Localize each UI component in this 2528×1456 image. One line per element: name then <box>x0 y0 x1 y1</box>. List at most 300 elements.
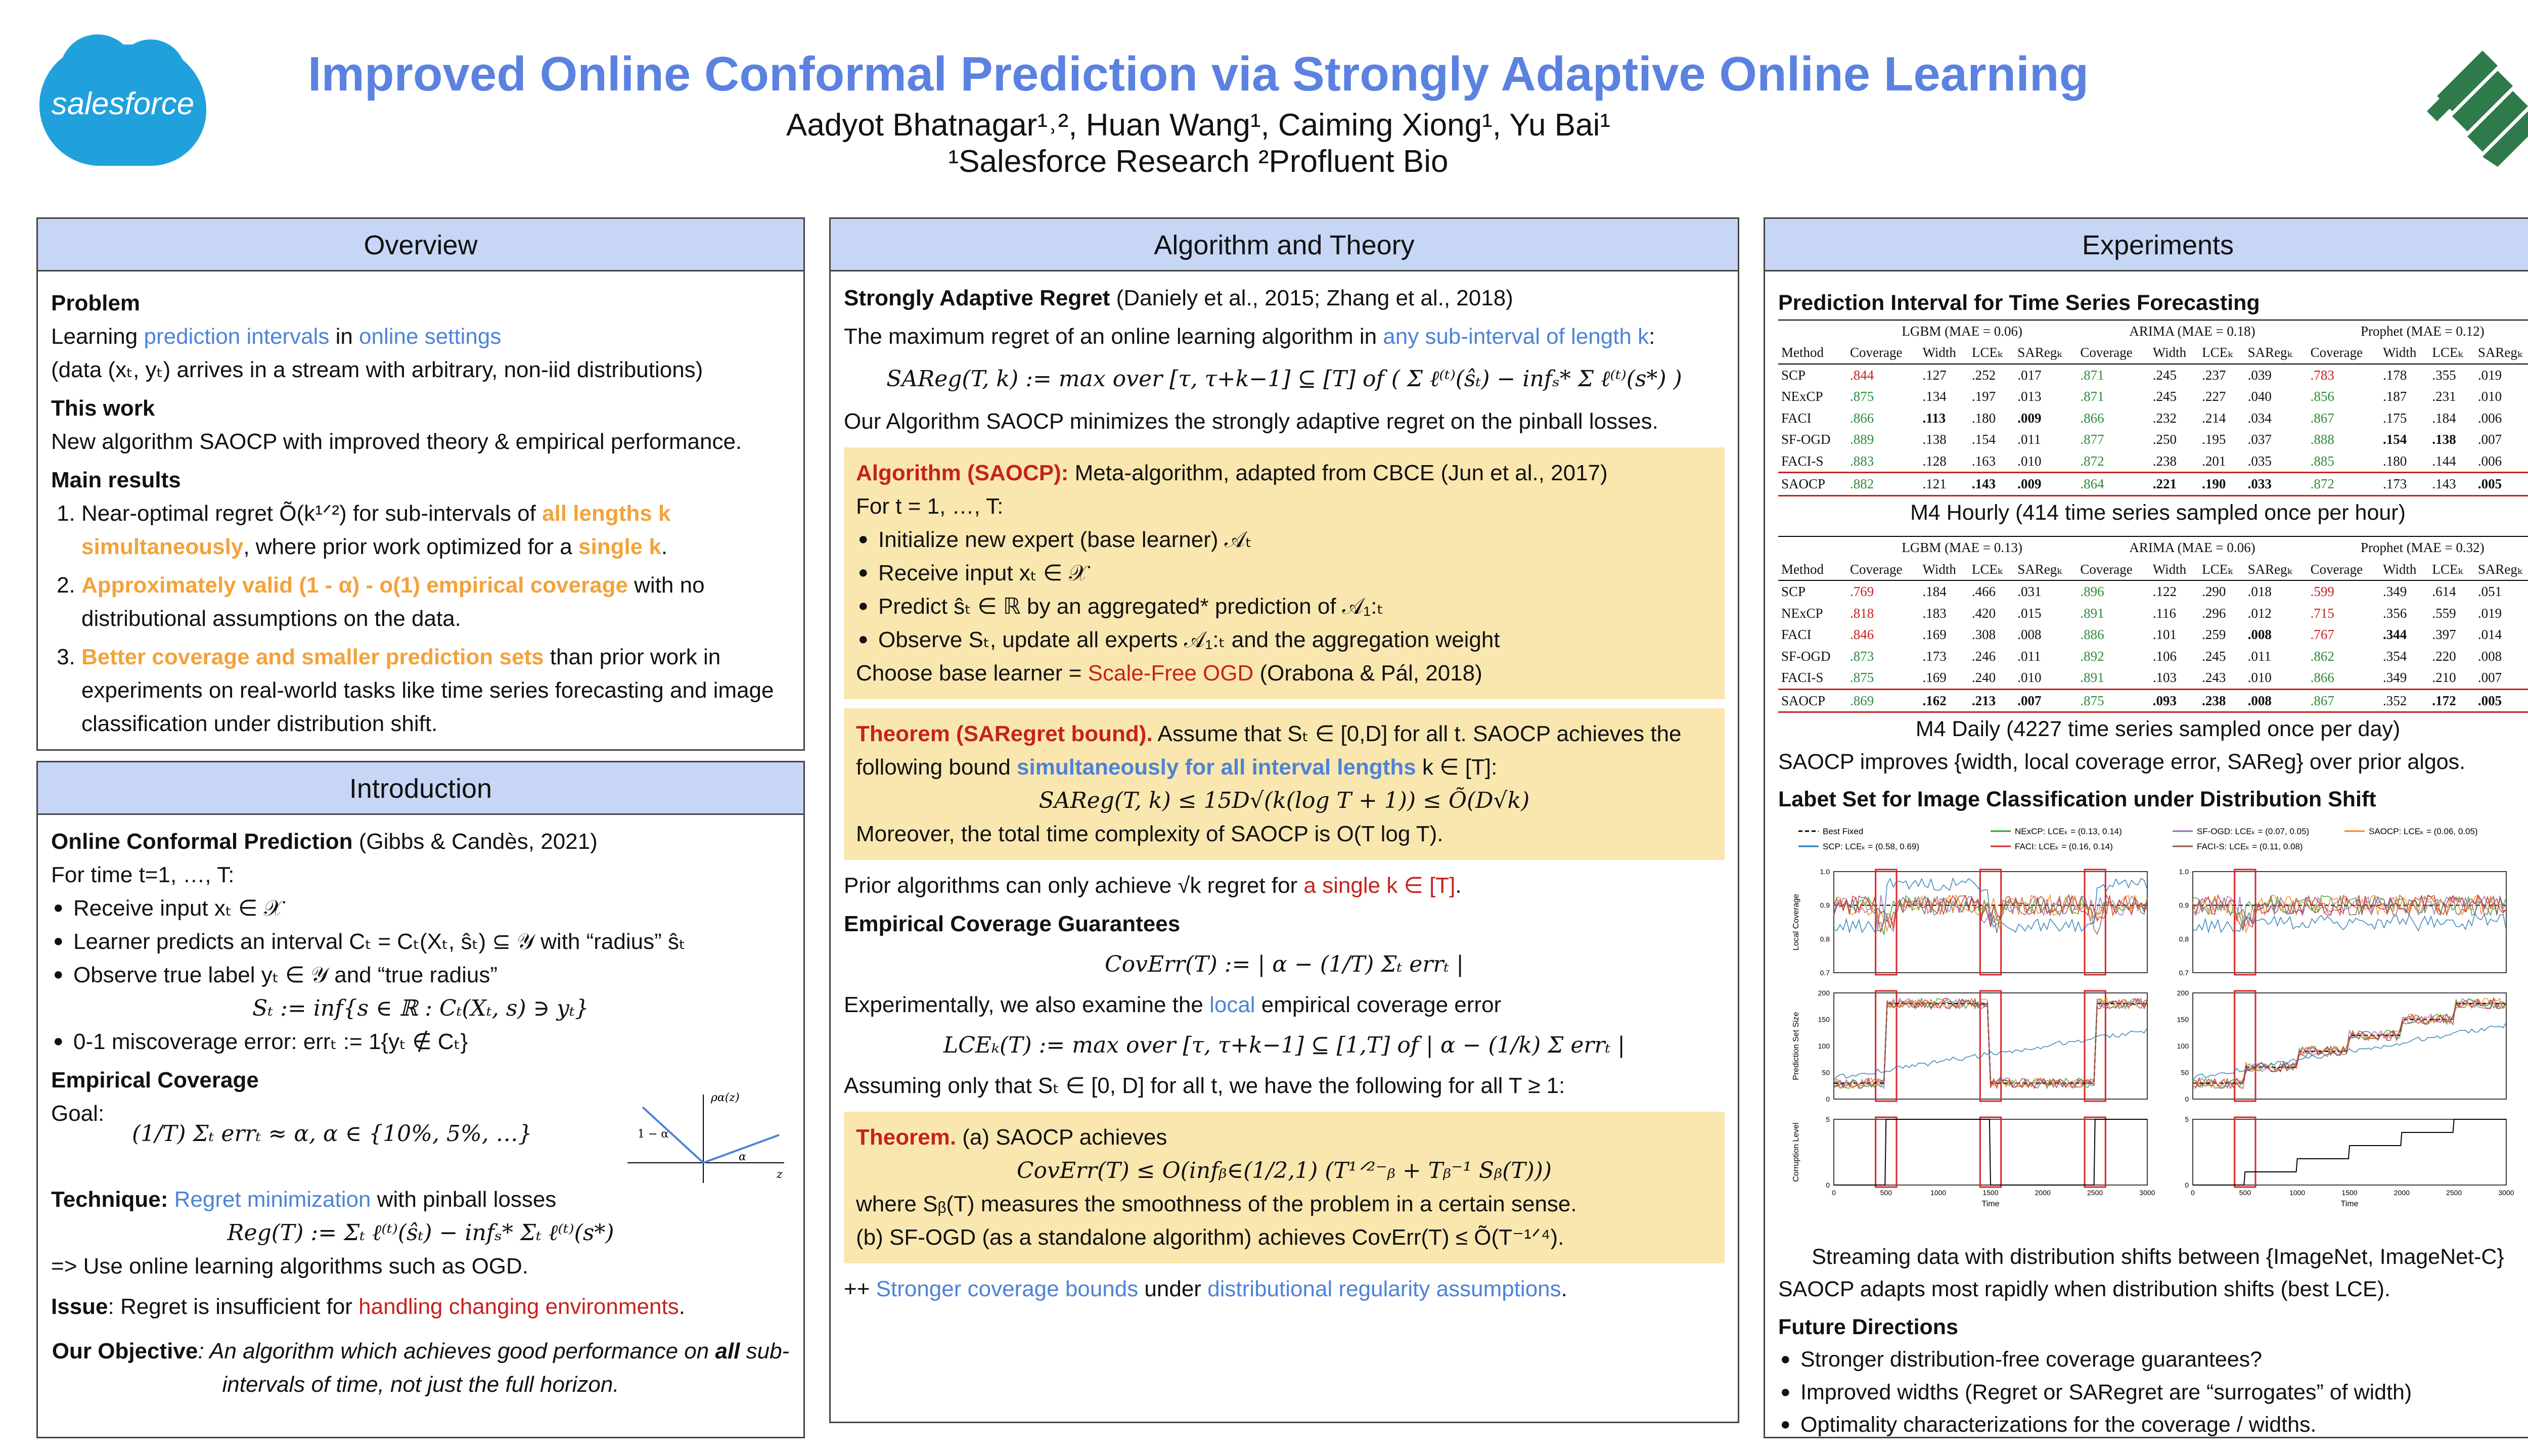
legend-entry: NExCP: LCEₖ = (0.13, 0.14) <box>2015 826 2122 836</box>
table-cell: SAOCP <box>1778 473 1847 496</box>
x-tick-label: 0 <box>2191 1188 2195 1197</box>
table-cell: FACI <box>1781 627 1812 642</box>
table-row <box>1778 364 2528 386</box>
table-cell: .349 <box>2383 670 2407 685</box>
column-header: Method <box>1781 561 1824 577</box>
table-cell: .009 <box>2017 410 2042 426</box>
table-cell: .599 <box>2310 584 2334 599</box>
table-cell: .173 <box>1922 648 1947 664</box>
y-tick-label: 100 <box>1818 1041 1830 1050</box>
table-row <box>1778 386 2528 407</box>
table-cell: .769 <box>1850 584 1874 599</box>
table-cell: .352 <box>2380 689 2429 712</box>
legend-entry: SAOCP: LCEₖ = (0.06, 0.05) <box>2369 826 2478 836</box>
table-cell: .134 <box>1922 389 1947 404</box>
x-tick-label: 1500 <box>1982 1188 1999 1197</box>
table-cell: .010 <box>2017 670 2042 685</box>
table-cell: SF-OGD <box>1781 648 1831 664</box>
theorem2-box: Theorem. (a) SAOCP achieves CovErr(T) ≤ O(infᵦ∈(1/2,1) (T¹ᐟ²⁻ᵦ + Tᵦ⁻¹ Sᵦ(T))) where Sᵦ(T) measures the smoothness of the problem in a certain sense. (b) SF-OGD (as a standalone algorithm) achieves CovErr(T) ≤ Õ(T⁻¹ᐟ⁴). <box>844 1112 1725 1263</box>
future-list <box>1778 1343 2528 1441</box>
column-header: Width <box>2383 561 2417 577</box>
table-cell: .349 <box>2383 584 2407 599</box>
coverr-formula: CovErr(T) := | α − (1/T) Σₜ errₜ | <box>1104 951 1464 977</box>
introduction-panel <box>36 761 805 1438</box>
table-cell: .106 <box>2152 648 2177 664</box>
table-cell: .018 <box>2247 584 2272 599</box>
table-cell: .187 <box>2383 389 2407 404</box>
prior-text: Prior algorithms can only achieve √k regret for a single k ∈ [T]. <box>844 873 1462 898</box>
table-cell: .240 <box>1971 670 1996 685</box>
table-cell: .040 <box>2247 389 2272 404</box>
y-axis-label: Prediction Set Size <box>1792 1011 1800 1080</box>
table-cell: .875 <box>1850 670 1874 685</box>
set-size-series <box>2193 999 2506 1088</box>
column-header: SARegₖ <box>2017 561 2062 577</box>
table-cell: .138 <box>2432 432 2456 447</box>
table-cell: .245 <box>2202 648 2226 664</box>
ocp-steps <box>51 892 790 992</box>
set-size-series <box>1834 998 2147 1088</box>
table-cell: .889 <box>1850 432 1874 447</box>
introduction-heading: Introduction <box>38 762 803 815</box>
poster-title: Improved Online Conformal Prediction via Strongly Adaptive Online Learning <box>307 47 2089 101</box>
fig-1a-label: 1 − α <box>638 1128 669 1141</box>
y-tick-label: 200 <box>1818 988 1830 997</box>
table-cell: .886 <box>2080 627 2104 642</box>
column-header: Coverage <box>2080 561 2133 577</box>
pi-title: Prediction Interval for Time Series Forecasting <box>1778 291 2260 315</box>
table-cell: .122 <box>2152 584 2177 599</box>
table-cell: .172 <box>2429 689 2474 712</box>
y-tick-label: 150 <box>2177 1015 2189 1023</box>
coverage-series <box>1834 895 2147 934</box>
for-time: For time t=1, …, T: <box>51 862 235 887</box>
table-cell: .144 <box>2432 453 2456 469</box>
table-cell: .856 <box>2310 389 2334 404</box>
table-cell: .259 <box>2202 627 2226 642</box>
assume-text: Assuming only that Sₜ ∈ [0, D] for all t, we have the following for all T ≥ 1: <box>844 1073 1565 1098</box>
table-cell: .871 <box>2080 367 2104 383</box>
x-tick-label: 3000 <box>2498 1188 2514 1197</box>
y-tick-label: 0.8 <box>1820 934 1830 943</box>
table-cell: .896 <box>2080 584 2104 599</box>
column-header: Coverage <box>1850 345 1903 360</box>
table-cell: SAOCP <box>1778 689 1847 712</box>
column-header: Width <box>2152 561 2187 577</box>
table-cell: .862 <box>2310 648 2334 664</box>
column-header: Width <box>2383 345 2417 360</box>
y-tick-label: 1.0 <box>1820 867 1830 876</box>
x-axis-label: Time <box>2340 1199 2359 1208</box>
table-cell: .220 <box>2432 648 2456 664</box>
future-item-2: ● Improved widths (Regret or SARegret are “surrogates” of width) <box>1778 1376 2528 1409</box>
table-cell: .891 <box>2080 605 2104 621</box>
table-cell: .113 <box>1922 410 1946 426</box>
table-cell: NExCP <box>1781 605 1823 621</box>
table-cell: .005 <box>2475 473 2528 496</box>
pinball-loss-figure <box>622 1087 789 1188</box>
issue-line: Issue: Regret is insufficient for handling changing environments. <box>51 1294 685 1319</box>
problem-line1: Learning prediction intervals in online settings <box>51 324 502 349</box>
table-cell: .190 <box>2199 473 2244 496</box>
experiments-panel <box>1764 217 2528 1438</box>
table-row <box>1778 667 2528 689</box>
y-tick-label: 0.7 <box>1820 968 1830 977</box>
group-header: ARIMA (MAE = 0.18) <box>2129 323 2255 339</box>
table-row <box>1778 689 2528 712</box>
table-cell: .864 <box>2077 473 2149 496</box>
table-cell: .138 <box>1922 432 1947 447</box>
algorithm-box: Algorithm (SAOCP): Meta-algorithm, adapted from CBCE (Jun et al., 2017) For t = 1, …, T: ● Initialize new expert (base learner) 𝒜ₜ ● Receive input xₜ ∈ 𝒳 ● Predict ŝₜ ∈ ℝ by an aggregated* prediction of 𝒜₁:ₜ ● Observe Sₜ, update all experts 𝒜₁:ₜ and the aggregation weight Choose base learner = Scale-Free OGD (Orabona & Pál, 2018) <box>844 447 1725 699</box>
table-cell: .844 <box>1850 367 1874 383</box>
table-row <box>1778 603 2528 624</box>
legend-entry: SF-OGD: LCEₖ = (0.07, 0.05) <box>2197 826 2310 836</box>
y-tick-label: 0 <box>2185 1095 2189 1103</box>
algorithm-panel <box>829 217 1739 1423</box>
alg-step-3: ● Predict ŝₜ ∈ ℝ by an aggregated* prediction of 𝒜₁:ₜ <box>856 590 1712 623</box>
y-tick-label: 150 <box>1818 1015 1830 1023</box>
table-cell: .012 <box>2247 605 2272 621</box>
table-cell: FACI <box>1781 410 1812 426</box>
table-row <box>1778 407 2528 429</box>
x-tick-label: 500 <box>2239 1188 2251 1197</box>
column-header: Width <box>1922 561 1956 577</box>
table-cell: .883 <box>1850 453 1874 469</box>
table-cell: .163 <box>1971 453 1996 469</box>
table-cell: .871 <box>2080 389 2104 404</box>
future-item-3: ● Optimality characterizations for the coverage / widths. <box>1778 1408 2528 1441</box>
table-cell: .007 <box>2014 689 2077 712</box>
x-tick-label: 2000 <box>2035 1188 2051 1197</box>
column-header: LCEₖ <box>2202 561 2233 577</box>
y-tick-label: 50 <box>2181 1068 2189 1076</box>
table-cell: .128 <box>1922 453 1947 469</box>
y-tick-label: 100 <box>2177 1041 2189 1050</box>
poster-header <box>0 0 2528 202</box>
column-header: Coverage <box>2080 345 2133 360</box>
legend-entry: FACI-S: LCEₖ = (0.11, 0.08) <box>2197 841 2303 851</box>
table-cell: .051 <box>2477 584 2502 599</box>
shift-chart-svg <box>1778 821 2526 1236</box>
main-results-title: Main results <box>51 468 181 492</box>
table-cell: .008 <box>2017 627 2042 642</box>
table-cell: .875 <box>1850 389 1874 404</box>
ocp-step-1: ● Receive input xₜ ∈ 𝒳 <box>51 892 790 925</box>
coverage-series <box>1834 895 2147 935</box>
goal-row: Goal: (1/T) Σₜ errₜ ≈ α, α ∈ {10%, 5%, …} ρα(z) 1 − α α z <box>51 1097 790 1183</box>
table-cell: .715 <box>2310 605 2334 621</box>
table-cell: .201 <box>2202 453 2226 469</box>
table-cell: SF-OGD <box>1781 432 1831 447</box>
table-cell: .875 <box>2077 689 2149 712</box>
table-cell: .559 <box>2432 605 2456 621</box>
corruption-level-series <box>1834 1119 2147 1185</box>
table-cell: .867 <box>2310 410 2334 426</box>
table-cell: .231 <box>2432 389 2456 404</box>
sar-formula: SAReg(T, k) := max over [τ, τ+k−1] ⊆ [T] of ( Σ ℓ⁽ᵗ⁾(ŝₜ) − infₛ* Σ ℓ⁽ᵗ⁾(s*) ) <box>886 366 1682 392</box>
table-cell: .006 <box>2477 453 2502 469</box>
set-size-series <box>2193 998 2506 1087</box>
profluent-logo <box>2422 40 2528 172</box>
true-radius-formula: Sₜ := inf{s ∈ ℝ : Cₜ(Xₜ, s) ∋ yₜ} <box>252 995 589 1021</box>
goal-formula: (1/T) Σₜ errₜ ≈ α, α ∈ {10%, 5%, …} <box>132 1121 532 1147</box>
column-header: SARegₖ <box>2247 561 2292 577</box>
table-cell: .178 <box>2383 367 2407 383</box>
table-row <box>1778 580 2528 603</box>
column-header: Coverage <box>2310 345 2363 360</box>
axes-frame <box>2193 1119 2506 1185</box>
salesforce-logo: salesforce <box>39 44 206 166</box>
table-cell: .008 <box>2245 689 2308 712</box>
table-cell: .354 <box>2383 648 2407 664</box>
table-cell: .033 <box>2245 473 2308 496</box>
table-cell: .872 <box>2080 453 2104 469</box>
table-cell: .877 <box>2080 432 2104 447</box>
table-cell: .420 <box>1971 605 1996 621</box>
table-cell: .873 <box>1850 648 1874 664</box>
table-cell: .227 <box>2202 389 2226 404</box>
table-cell: .891 <box>2080 670 2104 685</box>
table-cell: SCP <box>1781 584 1806 599</box>
table-row <box>1778 450 2528 473</box>
table-cell: .867 <box>2308 689 2380 712</box>
column-header: SARegₖ <box>2017 345 2062 360</box>
set-size-series <box>2193 998 2506 1087</box>
column-header: LCEₖ <box>2202 345 2233 360</box>
table-row <box>1778 473 2528 496</box>
table-cell: .246 <box>1971 648 1996 664</box>
table-cell: .011 <box>2017 648 2041 664</box>
table-cell: .888 <box>2310 432 2334 447</box>
y-tick-label: 0 <box>1826 1095 1830 1103</box>
table-cell: .213 <box>1969 689 2014 712</box>
column-header: LCEₖ <box>1971 345 2003 360</box>
table-cell: .017 <box>2017 367 2042 383</box>
table-cell: .019 <box>2477 367 2502 383</box>
table-cell: .013 <box>2017 389 2042 404</box>
lce-formula: LCEₖ(T) := max over [τ, τ+k−1] ⊆ [1,T] of | α − (1/k) Σ errₜ | <box>943 1032 1626 1058</box>
table-cell: .197 <box>1971 389 1996 404</box>
table-cell: .466 <box>1971 584 1996 599</box>
table-cell: .866 <box>1850 410 1874 426</box>
table-cell: .006 <box>2477 410 2502 426</box>
table-cell: .882 <box>1847 473 1919 496</box>
table-cell: .818 <box>1850 605 1874 621</box>
table-cell: .344 <box>2383 627 2407 642</box>
distribution-shift-chart <box>1778 821 2528 1236</box>
table-cell: .869 <box>1847 689 1919 712</box>
table-cell: .237 <box>2202 367 2226 383</box>
table-cell: .214 <box>2202 410 2226 426</box>
table-cell: .007 <box>2477 670 2502 685</box>
table-cell: .355 <box>2432 367 2456 383</box>
table-cell: .210 <box>2432 670 2456 685</box>
table-cell: .175 <box>2383 410 2407 426</box>
hourly-caption: M4 Hourly (414 time series sampled once per hour) <box>1910 500 2406 525</box>
column-header: Coverage <box>1850 561 1903 577</box>
y-tick-label: 0.8 <box>2179 934 2189 943</box>
sar-title: Strongly Adaptive Regret (Daniely et al., 2015; Zhang et al., 2018) <box>844 286 1513 310</box>
y-tick-label: 5 <box>2185 1115 2189 1123</box>
x-tick-label: 1500 <box>2341 1188 2358 1197</box>
table-cell: .154 <box>1971 432 1996 447</box>
overview-panel <box>36 217 805 751</box>
y-tick-label: 0 <box>2185 1180 2189 1189</box>
table-cell: .245 <box>2152 389 2177 404</box>
table-cell: .180 <box>1971 410 1996 426</box>
legend-entry: FACI: LCEₖ = (0.16, 0.14) <box>2015 841 2113 851</box>
table-cell: .183 <box>1922 605 1947 621</box>
table-cell: .007 <box>2477 432 2502 447</box>
ocp-step-4: ● 0-1 miscoverage error: errₜ := 1{yₜ ∉ Cₜ} <box>51 1025 790 1059</box>
table-cell: .308 <box>1971 627 1996 642</box>
table-cell: .116 <box>2152 605 2176 621</box>
ours-text: Our Algorithm SAOCP minimizes the strongly adaptive regret on the pinball losses. <box>844 409 1658 434</box>
improves-text: SAOCP improves {width, local coverage error, SAReg} over prior algos. <box>1778 749 2466 774</box>
column-header: LCEₖ <box>1971 561 2003 577</box>
table-cell: SCP <box>1781 367 1806 383</box>
table-cell: .892 <box>2080 648 2104 664</box>
fig-a-label: α <box>739 1151 746 1163</box>
affiliations: ¹Salesforce Research ²Profluent Bio <box>948 144 1449 179</box>
experiments-heading: Experiments <box>1765 219 2528 271</box>
table-cell: .184 <box>1922 584 1947 599</box>
future-title: Future Directions <box>1778 1314 1958 1339</box>
theorem1-box: Theorem (SARegret bound). Assume that Sₜ ∈ [0,D] for all t. SAOCP achieves the following bound simultaneously for all interval lengths k ∈ [T]: SAReg(T, k) ≤ 15D√(k(log T + 1)) ≤ Õ(D√k) Moreover, the total time complexity of SAOCP is O(T log T). <box>844 708 1725 860</box>
this-work-text: New algorithm SAOCP with improved theory & empirical performance. <box>51 429 742 454</box>
table-cell: NExCP <box>1781 389 1823 404</box>
table-cell: .162 <box>1919 689 1968 712</box>
thm1-formula: SAReg(T, k) ≤ 15D√(k(log T + 1)) ≤ Õ(D√k) <box>1039 788 1530 813</box>
y-tick-label: 50 <box>1822 1068 1830 1076</box>
y-tick-label: 1.0 <box>2179 867 2189 876</box>
table-cell: .397 <box>2432 627 2456 642</box>
table-cell: .885 <box>2310 453 2334 469</box>
table-cell: .169 <box>1922 670 1947 685</box>
adapts-text: SAOCP adapts most rapidly when distribution shifts (best LCE). <box>1778 1277 2390 1301</box>
table-row <box>1778 624 2528 646</box>
x-tick-label: 1000 <box>2289 1188 2306 1197</box>
table-cell: .127 <box>1922 367 1947 383</box>
x-tick-label: 3000 <box>2139 1188 2155 1197</box>
ecg-title: Empirical Coverage Guarantees <box>844 912 1181 936</box>
labet-title: Labet Set for Image Classification under Distribution Shift <box>1778 787 2376 811</box>
column-header: LCEₖ <box>2432 345 2463 360</box>
table-cell: .008 <box>2247 627 2272 642</box>
table-cell: .010 <box>2247 670 2272 685</box>
use-ogd: => Use online learning algorithms such as OGD. <box>51 1254 529 1279</box>
y-tick-label: 0.9 <box>2179 901 2189 909</box>
set-size-series <box>2193 998 2506 1088</box>
table-cell: .614 <box>2432 584 2456 599</box>
set-size-series <box>2193 998 2506 1088</box>
more-text: ++ Stronger coverage bounds under distributional regularity assumptions. <box>844 1277 1567 1301</box>
column-header: Coverage <box>2310 561 2363 577</box>
table-cell: .015 <box>2017 605 2042 621</box>
y-axis-label: Corruption Level <box>1792 1122 1800 1182</box>
column-header: Width <box>1922 345 1956 360</box>
table-cell: FACI-S <box>1781 670 1824 685</box>
future-item-1: ● Stronger distribution-free coverage guarantees? <box>1778 1343 2528 1376</box>
table-cell: .010 <box>2017 453 2042 469</box>
table-cell: .035 <box>2247 453 2272 469</box>
table-cell: .783 <box>2310 367 2334 383</box>
result-3: 3. Better coverage and smaller prediction sets than prior work in experiments on real-world tasks like time series forecasting and image classification under distribution shift. <box>81 641 790 741</box>
result-1: 1. Near-optimal regret Õ(k¹ᐟ²) for sub-intervals of all lengths k simultaneously, where prior work optimized for a single k. <box>81 497 790 564</box>
table-cell: .180 <box>2383 453 2407 469</box>
table-cell: .221 <box>2150 473 2199 496</box>
table-cell: .173 <box>2380 473 2429 496</box>
column-header: LCEₖ <box>2432 561 2463 577</box>
table-cell: .037 <box>2247 432 2272 447</box>
alg-step-4: ● Observe Sₜ, update all experts 𝒜₁:ₜ and the aggregation weight <box>856 623 1712 657</box>
table-cell: .243 <box>2202 670 2226 685</box>
table-cell: .238 <box>2199 689 2244 712</box>
ocp-title: Online Conformal Prediction (Gibbs & Candès, 2021) <box>51 829 598 854</box>
base-learner: Choose base learner = Scale-Free OGD (Orabona & Pál, 2018) <box>856 661 1482 686</box>
x-tick-label: 0 <box>1832 1188 1836 1197</box>
table-cell: .356 <box>2383 605 2407 621</box>
column-header: SARegₖ <box>2477 561 2522 577</box>
streaming-text: Streaming data with distribution shifts between {ImageNet, ImageNet-C} <box>1812 1244 2504 1269</box>
axes-frame <box>2193 872 2506 973</box>
best-fixed-series <box>1834 1004 2147 1083</box>
ocp-step-2: ● Learner predicts an interval Cₜ = Cₜ(Xₜ, ŝₜ) ⊆ 𝒴 with “radius” ŝₜ <box>51 925 790 959</box>
table-cell: .031 <box>2017 584 2042 599</box>
y-tick-label: 5 <box>1826 1115 1830 1123</box>
table-cell: .195 <box>2202 432 2226 447</box>
group-header: Prophet (MAE = 0.32) <box>2360 540 2485 555</box>
table-cell: .866 <box>2310 670 2334 685</box>
problem-title: Problem <box>51 291 141 315</box>
problem-line2: (data (xₜ, yₜ) arrives in a stream with arbitrary, non-iid distributions) <box>51 357 703 382</box>
column-header: Method <box>1781 345 1824 360</box>
table-cell: .143 <box>2429 473 2474 496</box>
fig-rho-label: ρα(z) <box>711 1091 740 1104</box>
legend-entry: SCP: LCEₖ = (0.58, 0.69) <box>1823 841 1920 851</box>
table-cell: .245 <box>2152 367 2177 383</box>
corruption-level-series <box>2193 1119 2506 1185</box>
table-cell: .232 <box>2152 410 2177 426</box>
exp-text: Experimentally, we also examine the local empirical coverage error <box>844 992 1502 1017</box>
table-cell: .101 <box>2152 627 2177 642</box>
m4-daily-table <box>1778 536 2528 713</box>
table-cell: .121 <box>1919 473 1968 496</box>
group-header: LGBM (MAE = 0.13) <box>1902 540 2023 555</box>
table-cell: .103 <box>2152 670 2177 685</box>
group-header: Prophet (MAE = 0.12) <box>2360 323 2485 339</box>
table-cell: .019 <box>2477 605 2502 621</box>
table-cell: .011 <box>2017 432 2041 447</box>
column-header: Width <box>2152 345 2187 360</box>
x-axis-label: Time <box>1981 1199 2000 1208</box>
m4-hourly-table <box>1778 320 2528 496</box>
y-tick-label: 200 <box>2177 988 2189 997</box>
authors: Aadyot Bhatnagar¹˒², Huan Wang¹, Caiming Xiong¹, Yu Bai¹ <box>786 108 1611 143</box>
y-tick-label: 0.9 <box>1820 901 1830 909</box>
sar-text: The maximum regret of an online learning algorithm in any sub-interval of length k: <box>844 324 1655 349</box>
x-tick-label: 2500 <box>2446 1188 2462 1197</box>
table-cell: .184 <box>2432 410 2456 426</box>
result-2: 2. Approximately valid (1 - α) - o(1) empirical coverage with no distributional assumptions on the data. <box>81 569 790 635</box>
table-cell: .143 <box>1969 473 2014 496</box>
fig-z-label: z <box>777 1168 783 1181</box>
y-tick-label: 0.7 <box>2179 968 2189 977</box>
ec-title: Empirical Coverage <box>51 1068 259 1093</box>
table-cell: .872 <box>2308 473 2380 496</box>
table-cell: .014 <box>2477 627 2502 642</box>
table-cell: .009 <box>2014 473 2077 496</box>
